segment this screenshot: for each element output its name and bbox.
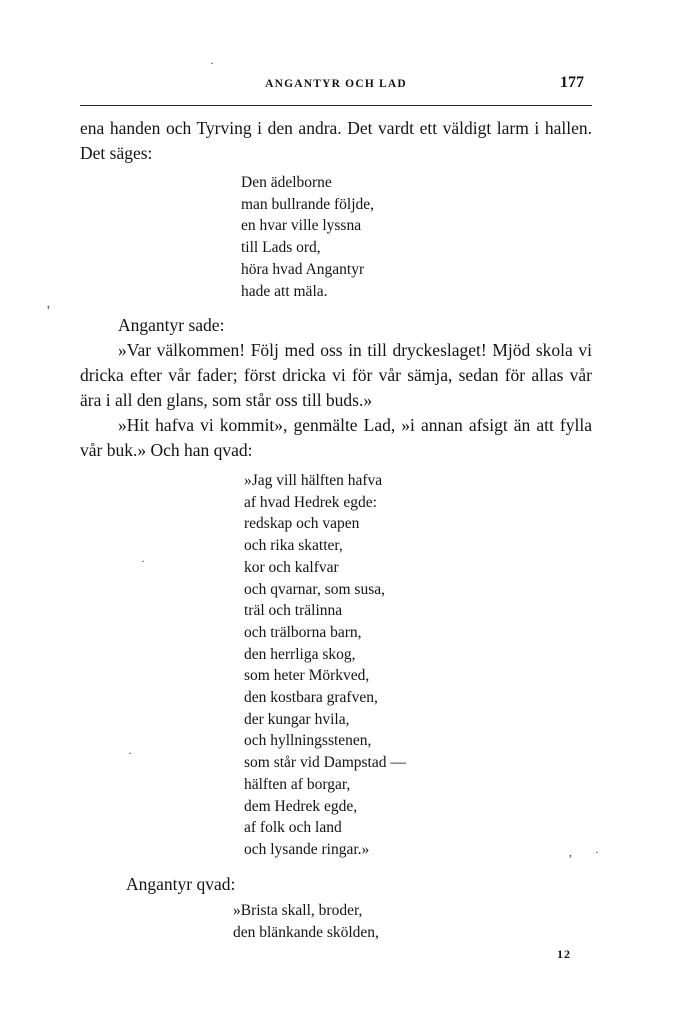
verse-line: dem Hedrek egde, [244, 797, 358, 815]
verse-line: och trälborna barn, [244, 623, 362, 641]
print-speck: · [210, 56, 214, 70]
print-speck: · [128, 746, 132, 760]
print-speck: , [569, 845, 572, 859]
page-number: 177 [560, 74, 584, 91]
verse-line: »Jag vill hälften hafva [244, 472, 383, 489]
verse-line: redskap och vapen [244, 515, 360, 533]
verse-block-3 [233, 900, 379, 943]
verse-line: hälften af borgar, [244, 775, 351, 793]
page-header [80, 74, 592, 100]
verse-line: af hvad Hedrek egde: [244, 493, 377, 511]
header-rule [80, 105, 592, 106]
paragraph: ena handen och Tyrving i den andra. Det vardt ett väldigt larm i hallen. Det säges: [80, 118, 592, 163]
verse-line: träl och trälinna [244, 602, 343, 620]
verse-block-1 [241, 172, 374, 302]
paragraph: »Hit hafva vi kommit», genmälte Lad, »i annan afsigt än att fylla vår buk.» Och han qvad: [80, 415, 592, 460]
verse-line: och hyllningsstenen, [244, 732, 372, 750]
running-title: ANGANTYR OCH LAD [265, 78, 407, 90]
verse-line: och rika skatter, [244, 537, 343, 555]
verse-line: som står vid Dampstad — [244, 754, 406, 772]
paragraph: Angantyr sade: [118, 315, 225, 335]
verse-line: af folk och land [244, 819, 342, 837]
verse-line: der kungar hvila, [244, 710, 350, 728]
print-speck: · [595, 845, 599, 859]
verse-line: den kostbara grafven, [244, 689, 378, 707]
verse-line: och lysande ringar.» [244, 840, 370, 858]
prose-block-2 [80, 313, 592, 463]
verse-line: »Brista skall, broder, [233, 902, 363, 919]
verse-line: den herrliga skog, [244, 645, 356, 663]
verse-line: en hvar ville lyssna [241, 217, 362, 235]
verse-line: höra hvad Angantyr [241, 260, 365, 278]
paragraph: »Var välkommen! Följ med oss in till dryckeslaget! Mjöd skola vi dricka efter vår fader; först dricka vi för vår sämja, sedan för allas vår ära i all den glans, som står oss till buds.» [80, 340, 592, 410]
prose-block-3 [80, 872, 592, 897]
verse-line: till Lads ord, [241, 239, 321, 257]
verse-block-2 [244, 470, 406, 861]
print-speck: ' [47, 304, 50, 319]
print-speck: · [141, 554, 145, 568]
prose-block-1 [80, 116, 592, 166]
verse-line: som heter Mörkved, [244, 667, 370, 685]
paragraph: Angantyr qvad: [126, 874, 236, 894]
verse-line: kor och kalfvar [244, 558, 339, 576]
verse-line: den blänkande skölden, [233, 923, 379, 941]
verse-line: man bullrande följde, [241, 195, 374, 213]
verse-line: och qvarnar, som susa, [244, 580, 385, 598]
verse-line: hade att mäla. [241, 282, 328, 300]
signature-mark: 12 [557, 947, 571, 961]
verse-line: Den ädelborne [241, 174, 332, 191]
